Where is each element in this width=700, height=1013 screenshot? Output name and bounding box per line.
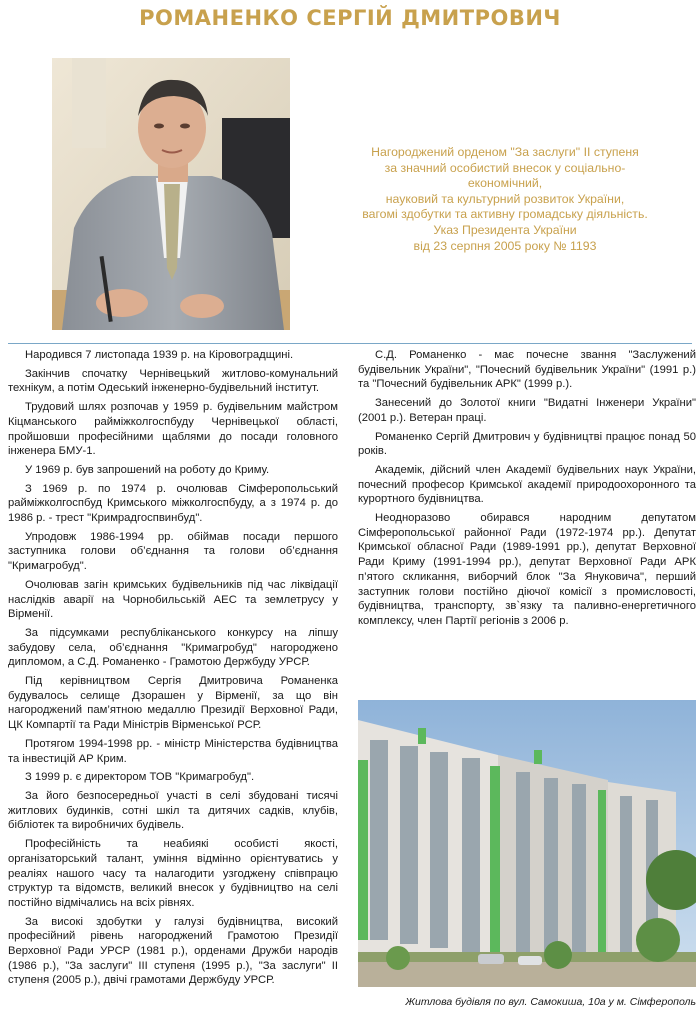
biography-paragraph: Романенко Сергій Дмитрович у будівництві працює понад 50 років. [358,430,696,458]
building-photo [358,700,696,987]
section-divider [8,343,692,344]
award-line: економічний, [467,176,543,191]
award-line: науковий та культурний розвиток України, [385,191,625,206]
biography-paragraph: За високі здобутки у галузі будівництва, високий професійний рівень нагороджений Грамотою Президії Верховної Ради УРСР (1981 р.), орденами Дружби народів (1986 р.), "За заслуги" III ступеня (1995 р.), "За заслуги" II ступеня (2005 р.), двічі грамотами Держбуду УРСР. [8,915,338,987]
award-line: від 23 серпня 2005 року № 1193 [413,238,597,253]
biography-paragraph: Закінчив спочатку Чернівецький житлово-комунальний технікум, а потім Одеський інженерно-будівельний інститут. [8,367,338,395]
portrait-illustration [52,58,290,330]
biography-paragraph: Очолював загін кримських будівельників під час ліквідації наслідків аварії на Чорнобильській АЕС та землетрусу у Вірменії. [8,578,338,621]
building-illustration [358,700,696,987]
page-title: РОМАНЕНКО СЕРГІЙ ДМИТРОВИЧ [139,6,561,30]
award-statement [355,145,655,254]
biography-paragraph: Професійність та неабиякі особисті якості, організаторський талант, уміння відмінно орієнтуватись у реаліях нашого часу та налагодити узгоджену співпрацю структур та відомств, великий внесок у будівництво на селі постійно відмічались на всіх рівнях. [8,838,338,909]
biography-right-column [358,348,696,633]
award-line: Указ Президента України [433,222,577,237]
biography-paragraph: Упродовж 1986-1994 рр. обіймав посади першого заступника голови об’єднання та голови об’єднання "Кримагробуд". [8,530,338,573]
biography-paragraph: З 1999 р. є директором ТОВ "Кримагробуд". [25,771,255,784]
biography-paragraph: Занесений до Золотої книги "Видатні Інженери України" (2001 р.). Ветеран праці. [358,397,696,424]
biography-left-column [8,348,338,992]
award-line: Нагороджений орденом "За заслуги" II ступеня [371,145,639,159]
biography-paragraph: Неодноразово обирався народним депутатом Сімферопольської районної Ради (1972-1974 рр.). Депутат Кримської обласної Ради (1989-1991 рр.), депутат Верховної Ради Криму (1991-1994 рр.), депутат Верховної Ради АРК п’ятого скликання, виборчий блок "За Януковича", перший заступник голови постійно діючої комісії з промисловості, будівництва, транспорту, зв`язку та паливно-енергетичного комплексу, член Партії регіонів з 2006 р. [358,512,696,627]
biography-paragraph: За його безпосередньої участі в селі збудовані тисячі житлових будинків, сотні шкіл та дитячих садків, клубів, бібліотек та виробничих будівель. [8,789,338,832]
biography-paragraph: Академік, дійсний член Академії будівельних наук України, почесний професор Кримської академії природоохоронного та курортного будівництва. [358,463,696,506]
biography-paragraph: З 1969 р. по 1974 р. очолював Сімферопольський райміжколгоспбуд Кримського міжколгоспбуду, а з 1974 р. до 1986 р. - трест "Кримрадгоспвинбуд". [8,482,338,525]
biography-paragraph: Трудовий шлях розпочав у 1959 р. будівельним майстром Кіцманського райміжколгоспбуду Чернівецької області, пройшовши професійними щаблями до посади головного інженера БМУ-1. [8,401,338,458]
biography-paragraph: У 1969 р. був запрошений на роботу до Криму. [25,463,270,476]
biography-paragraph: С.Д. Романенко - має почесне звання "Заслужений будівельник України", "Почесний будівельник України" (1991 р.) та "Почесний будівельник АРК" (1999 р.). [358,349,696,391]
photo-caption: Житлова будівля по вул. Самокиша, 10а у м. Сімферополь [405,996,696,1008]
award-line: за значний особистий внесок у соціально- [384,160,626,175]
biography-paragraph: Під керівництвом Сергія Дмитровича Романенка будувалось селище Дзорашен у Вірменії, за що він нагороджений пам’ятною медаллю Президії Верховної Ради, ЦК Компартії та Ради Міністрів Вірменської РСР. [8,675,338,732]
portrait-photo [52,58,290,330]
biography-paragraph: Народився 7 листопада 1939 р. на Кіровоградщині. [25,349,294,361]
biography-paragraph: Протягом 1994-1998 рр. - міністр Міністерства будівництва та інвестицій АР Крим. [8,737,338,765]
biography-paragraph: За підсумками республіканського конкурсу на ліпшу забудову села, об’єднання "Кримагробуд" нагороджено дипломом, а С.Д. Романенко - Грамотою Держбуду УРСР. [8,626,338,669]
award-line: вагомі здобутки та активну громадську діяльність. [362,207,648,222]
